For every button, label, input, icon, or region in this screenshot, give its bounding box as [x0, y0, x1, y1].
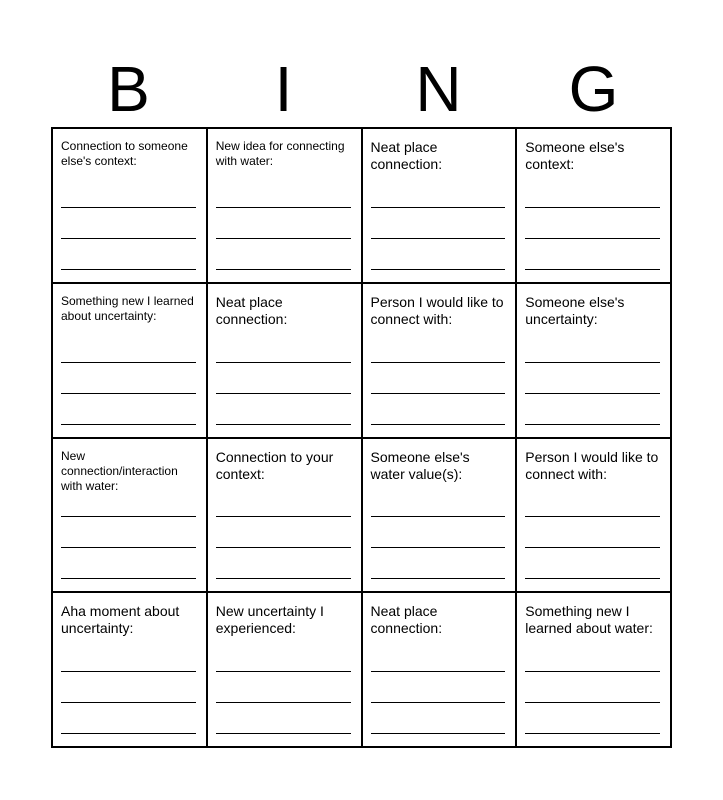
- bingo-cell[interactable]: [208, 284, 363, 439]
- answer-line[interactable]: [525, 207, 660, 208]
- answer-lines: [525, 516, 660, 579]
- cell-prompt: Aha moment about uncertainty:: [61, 603, 180, 637]
- answer-line[interactable]: [525, 238, 660, 239]
- answer-line[interactable]: [371, 269, 506, 270]
- answer-line[interactable]: [525, 269, 660, 270]
- cell-prompt: Something new I learned about water:: [525, 603, 653, 637]
- answer-line[interactable]: [216, 733, 351, 734]
- answer-line[interactable]: [371, 238, 506, 239]
- bingo-cell[interactable]: [208, 439, 363, 594]
- bingo-cell[interactable]: [53, 593, 208, 748]
- answer-line[interactable]: [61, 671, 196, 672]
- answer-line[interactable]: [371, 516, 506, 517]
- answer-line[interactable]: [216, 702, 351, 703]
- header-letter-i: I: [274, 53, 293, 125]
- answer-line[interactable]: [216, 269, 351, 270]
- bingo-cell[interactable]: [363, 129, 518, 284]
- answer-line[interactable]: [371, 362, 506, 363]
- answer-line[interactable]: [216, 516, 351, 517]
- answer-line[interactable]: [371, 671, 506, 672]
- answer-line[interactable]: [216, 238, 351, 239]
- answer-line[interactable]: [525, 733, 660, 734]
- answer-lines: [371, 516, 506, 579]
- answer-lines: [216, 207, 351, 270]
- cell-prompt: New idea for connecting with water:: [215, 139, 345, 168]
- answer-line[interactable]: [61, 269, 196, 270]
- cell-prompt: Connection to someone else's context:: [61, 139, 188, 168]
- answer-line[interactable]: [525, 362, 660, 363]
- cell-prompt: Someone else's water value(s):: [370, 448, 470, 482]
- bingo-header: [51, 50, 671, 128]
- answer-line[interactable]: [525, 547, 660, 548]
- header-letter-g: G: [568, 53, 619, 125]
- answer-line[interactable]: [61, 238, 196, 239]
- answer-lines: [216, 362, 351, 425]
- bingo-cell[interactable]: [363, 439, 518, 594]
- answer-line[interactable]: [61, 424, 196, 425]
- answer-line[interactable]: [61, 733, 196, 734]
- cell-prompt: New uncertainty I experienced:: [215, 603, 324, 637]
- answer-line[interactable]: [61, 702, 196, 703]
- bingo-cell[interactable]: [208, 593, 363, 748]
- answer-line[interactable]: [216, 671, 351, 672]
- answer-lines: [371, 671, 506, 734]
- cell-prompt: Neat place connection:: [215, 293, 288, 327]
- answer-line[interactable]: [525, 393, 660, 394]
- answer-line[interactable]: [216, 207, 351, 208]
- bingo-cell[interactable]: [208, 129, 363, 284]
- answer-lines: [216, 516, 351, 579]
- answer-line[interactable]: [525, 671, 660, 672]
- cell-prompt: Person I would like to connect with:: [525, 448, 659, 482]
- header-letter-n: N: [415, 53, 462, 125]
- answer-line[interactable]: [61, 578, 196, 579]
- header-letter-b: B: [107, 53, 150, 125]
- bingo-cell[interactable]: [517, 129, 672, 284]
- answer-line[interactable]: [61, 362, 196, 363]
- answer-line[interactable]: [216, 578, 351, 579]
- bingo-cell[interactable]: [53, 439, 208, 594]
- answer-line[interactable]: [371, 393, 506, 394]
- cell-prompt: New connection/interaction with water:: [61, 448, 178, 493]
- answer-line[interactable]: [216, 547, 351, 548]
- answer-lines: [525, 207, 660, 270]
- answer-line[interactable]: [61, 393, 196, 394]
- answer-lines: [216, 671, 351, 734]
- answer-line[interactable]: [525, 516, 660, 517]
- answer-line[interactable]: [61, 516, 196, 517]
- answer-line[interactable]: [216, 393, 351, 394]
- bingo-cell[interactable]: [517, 284, 672, 439]
- cell-prompt: Person I would like to connect with:: [370, 293, 504, 327]
- answer-lines: [371, 362, 506, 425]
- answer-line[interactable]: [525, 424, 660, 425]
- answer-line[interactable]: [525, 578, 660, 579]
- answer-line[interactable]: [216, 424, 351, 425]
- answer-line[interactable]: [371, 547, 506, 548]
- cell-prompt: Someone else's uncertainty:: [525, 293, 625, 327]
- answer-lines: [525, 362, 660, 425]
- bingo-grid: [51, 127, 672, 748]
- answer-line[interactable]: [371, 424, 506, 425]
- answer-lines: [61, 516, 196, 579]
- answer-line[interactable]: [371, 733, 506, 734]
- answer-lines: [61, 207, 196, 270]
- answer-line[interactable]: [61, 547, 196, 548]
- answer-line[interactable]: [371, 702, 506, 703]
- bingo-cell[interactable]: [53, 284, 208, 439]
- cell-prompt: Neat place connection:: [370, 603, 443, 637]
- answer-lines: [371, 207, 506, 270]
- cell-prompt: Something new I learned about uncertainty:: [61, 293, 194, 323]
- bingo-cell[interactable]: [517, 593, 672, 748]
- answer-line[interactable]: [371, 207, 506, 208]
- answer-line[interactable]: [371, 578, 506, 579]
- bingo-cell[interactable]: [363, 593, 518, 748]
- bingo-cell[interactable]: [53, 129, 208, 284]
- answer-line[interactable]: [525, 702, 660, 703]
- answer-lines: [61, 671, 196, 734]
- bingo-cell[interactable]: [363, 284, 518, 439]
- cell-prompt: Someone else's context:: [525, 139, 625, 172]
- cell-prompt: Connection to your context:: [215, 448, 334, 482]
- answer-line[interactable]: [61, 207, 196, 208]
- answer-lines: [525, 671, 660, 734]
- cell-prompt: Neat place connection:: [370, 139, 443, 172]
- bingo-cell[interactable]: [517, 439, 672, 594]
- answer-line[interactable]: [216, 362, 351, 363]
- answer-lines: [61, 362, 196, 425]
